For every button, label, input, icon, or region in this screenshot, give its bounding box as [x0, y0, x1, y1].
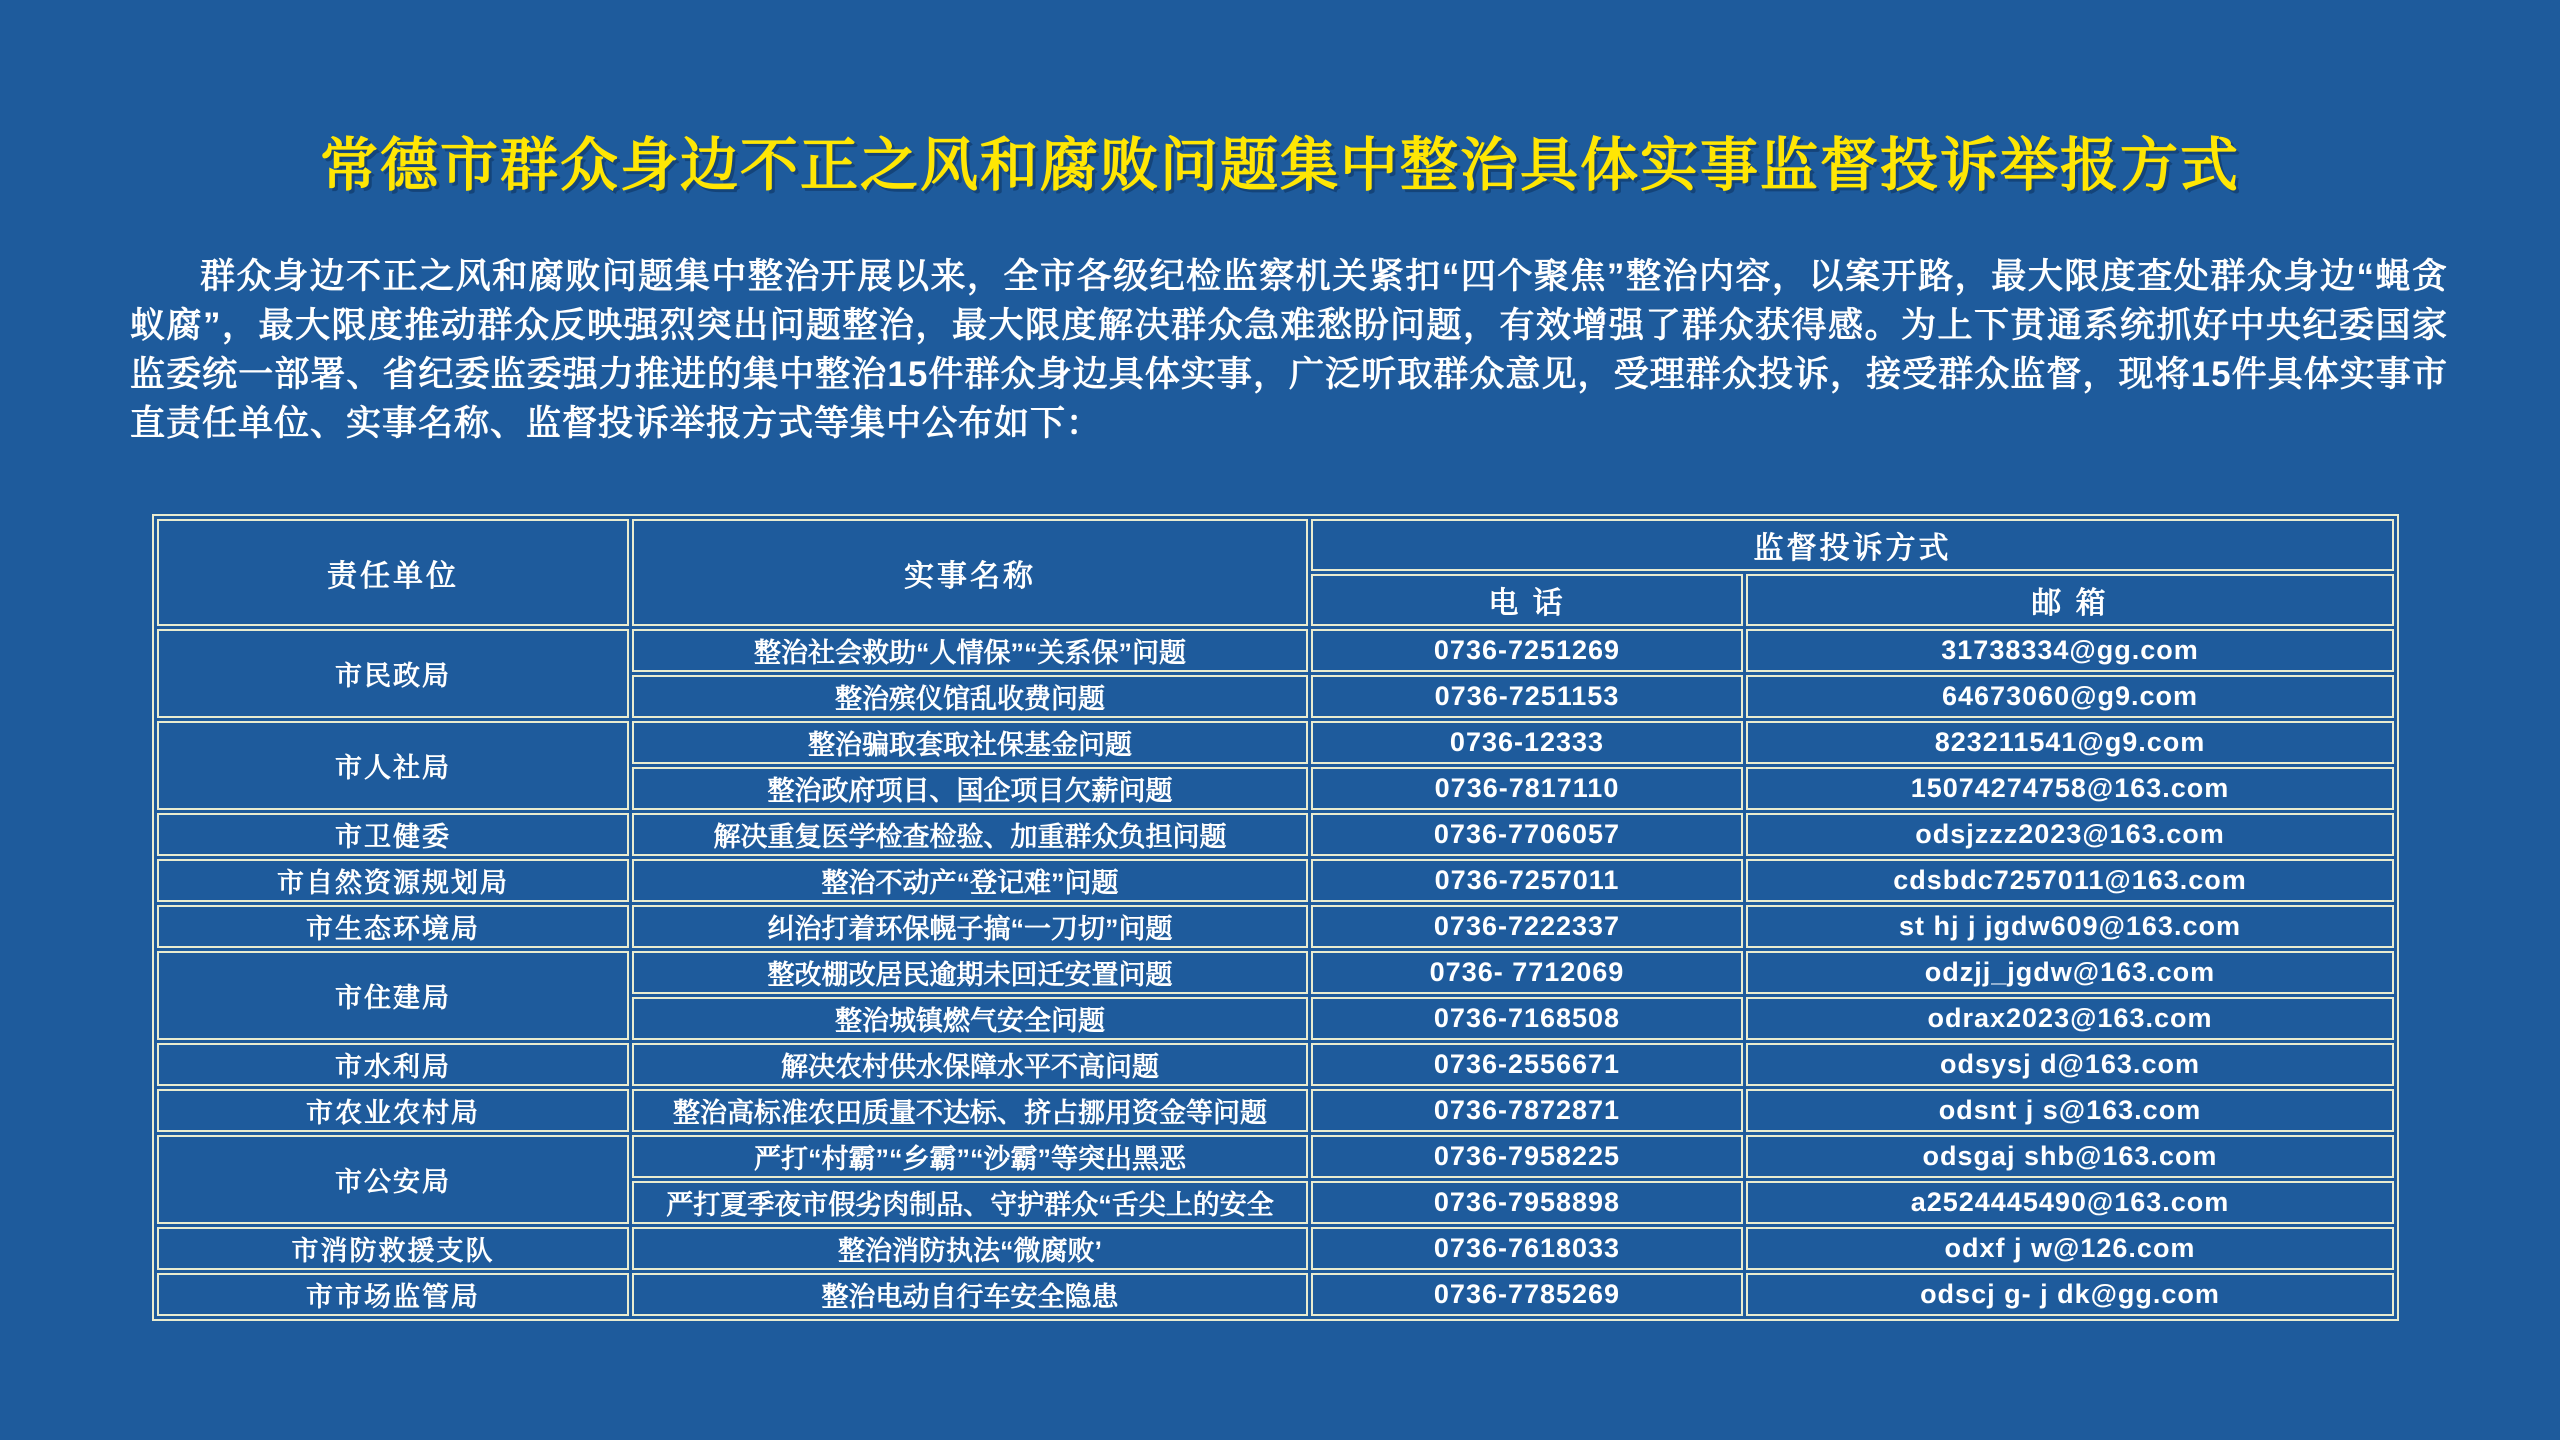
email-cell: odzjj_jgdw@163.com: [1746, 951, 2394, 994]
table-row: [157, 1135, 2394, 1178]
issue-cell: 整治电动自行车安全隐患: [632, 1273, 1308, 1316]
email-cell: odsjzzz2023@163.com: [1746, 813, 2394, 856]
col-header-unit: 责任单位: [157, 519, 629, 626]
col-header-method: 监督投诉方式: [1311, 519, 2394, 571]
issue-cell: 解决农村供水保障水平不高问题: [632, 1043, 1308, 1086]
phone-cell: 0736-7257011: [1311, 859, 1743, 902]
phone-cell: 0736-7817110: [1311, 767, 1743, 810]
unit-cell: 市消防救援支队: [157, 1227, 629, 1270]
email-cell: cdsbdc7257011@163.com: [1746, 859, 2394, 902]
email-cell: 31738334@gg.com: [1746, 629, 2394, 672]
email-cell: st hj j jgdw609@163.com: [1746, 905, 2394, 948]
table-row: [157, 1043, 2394, 1086]
email-cell: 64673060@g9.com: [1746, 675, 2394, 718]
col-header-issue: 实事名称: [632, 519, 1308, 626]
phone-cell: 0736- 7712069: [1311, 951, 1743, 994]
report-table-container: [152, 514, 2560, 1321]
unit-cell: 市市场监管局: [157, 1273, 629, 1316]
issue-cell: 整治骗取套取社保基金问题: [632, 721, 1308, 764]
table-row: [157, 629, 2394, 672]
issue-cell: 整改棚改居民逾期未回迁安置问题: [632, 951, 1308, 994]
email-cell: 823211541@g9.com: [1746, 721, 2394, 764]
phone-cell: 0736-7958898: [1311, 1181, 1743, 1224]
table-row: [157, 1227, 2394, 1270]
issue-cell: 整治政府项目、国企项目欠薪问题: [632, 767, 1308, 810]
unit-cell: 市公安局: [157, 1135, 629, 1224]
phone-cell: 0736-7785269: [1311, 1273, 1743, 1316]
issue-cell: 整治高标准农田质量不达标、挤占挪用资金等问题: [632, 1089, 1308, 1132]
phone-cell: 0736-7706057: [1311, 813, 1743, 856]
table-row: [157, 813, 2394, 856]
phone-cell: 0736-7958225: [1311, 1135, 1743, 1178]
unit-cell: 市住建局: [157, 951, 629, 1040]
table-row: [157, 859, 2394, 902]
issue-cell: 整治城镇燃气安全问题: [632, 997, 1308, 1040]
col-header-email: 邮 箱: [1746, 574, 2394, 626]
issue-cell: 整治消防执法“微腐败’: [632, 1227, 1308, 1270]
table-row: [157, 1089, 2394, 1132]
table-row: [157, 905, 2394, 948]
email-cell: odsgaj shb@163.com: [1746, 1135, 2394, 1178]
unit-cell: 市自然资源规划局: [157, 859, 629, 902]
email-cell: a2524445490@163.com: [1746, 1181, 2394, 1224]
col-header-phone: 电 话: [1311, 574, 1743, 626]
table-row: [157, 951, 2394, 994]
phone-cell: 0736-2556671: [1311, 1043, 1743, 1086]
unit-cell: 市民政局: [157, 629, 629, 718]
issue-cell: 严打夏季夜市假劣肉制品、守护群众“舌尖上的安全: [632, 1181, 1308, 1224]
issue-cell: 整治殡仪馆乱收费问题: [632, 675, 1308, 718]
issue-cell: 整治不动产“登记难”问题: [632, 859, 1308, 902]
email-cell: odsnt j s@163.com: [1746, 1089, 2394, 1132]
report-table: [152, 514, 2399, 1321]
unit-cell: 市人社局: [157, 721, 629, 810]
phone-cell: 0736-7168508: [1311, 997, 1743, 1040]
phone-cell: 0736-7872871: [1311, 1089, 1743, 1132]
unit-cell: 市卫健委: [157, 813, 629, 856]
phone-cell: 0736-12333: [1311, 721, 1743, 764]
email-cell: odscj g- j dk@gg.com: [1746, 1273, 2394, 1316]
issue-cell: 严打“村霸”“乡霸”“沙霸”等突出黑恶: [632, 1135, 1308, 1178]
email-cell: odsysj d@163.com: [1746, 1043, 2394, 1086]
page-title: 常德市群众身边不正之风和腐败问题集中整治具体实事监督投诉举报方式: [319, 133, 2240, 198]
issue-cell: 整治社会救助“人情保”“关系保”问题: [632, 629, 1308, 672]
intro-paragraph: 群众身边不正之风和腐败问题集中整治开展以来，全市各级纪检监察机关紧扣“四个聚焦”整治内容，以案开路，最大限度查处群众身边“蝇贪蚁腐”，最大限度推动群众反映强烈突出问题整治，最大限度解决群众急难愁盼问题，有效增强了群众获得感。为上下贯通系统抓好中央纪委国家监委统一部署、省纪委监委强力推进的集中整治15件群众身边具体实事，广泛听取群众意见，受理群众投诉，接受群众监督，现将15件具体实事市直责任单位、实事名称、监督投诉举报方式等集中公布如下：: [130, 257, 2448, 443]
poster-root: [0, 118, 2560, 1440]
phone-cell: 0736-7222337: [1311, 905, 1743, 948]
issue-cell: 纠治打着环保幌子搞“一刀切”问题: [632, 905, 1308, 948]
email-cell: 15074274758@163.com: [1746, 767, 2394, 810]
email-cell: odxf j w@126.com: [1746, 1227, 2394, 1270]
table-row: [157, 721, 2394, 764]
phone-cell: 0736-7618033: [1311, 1227, 1743, 1270]
issue-cell: 解决重复医学检查检验、加重群众负担问题: [632, 813, 1308, 856]
phone-cell: 0736-7251153: [1311, 675, 1743, 718]
email-cell: odrax2023@163.com: [1746, 997, 2394, 1040]
unit-cell: 市水利局: [157, 1043, 629, 1086]
unit-cell: 市生态环境局: [157, 905, 629, 948]
table-row: [157, 1273, 2394, 1316]
unit-cell: 市农业农村局: [157, 1089, 629, 1132]
phone-cell: 0736-7251269: [1311, 629, 1743, 672]
